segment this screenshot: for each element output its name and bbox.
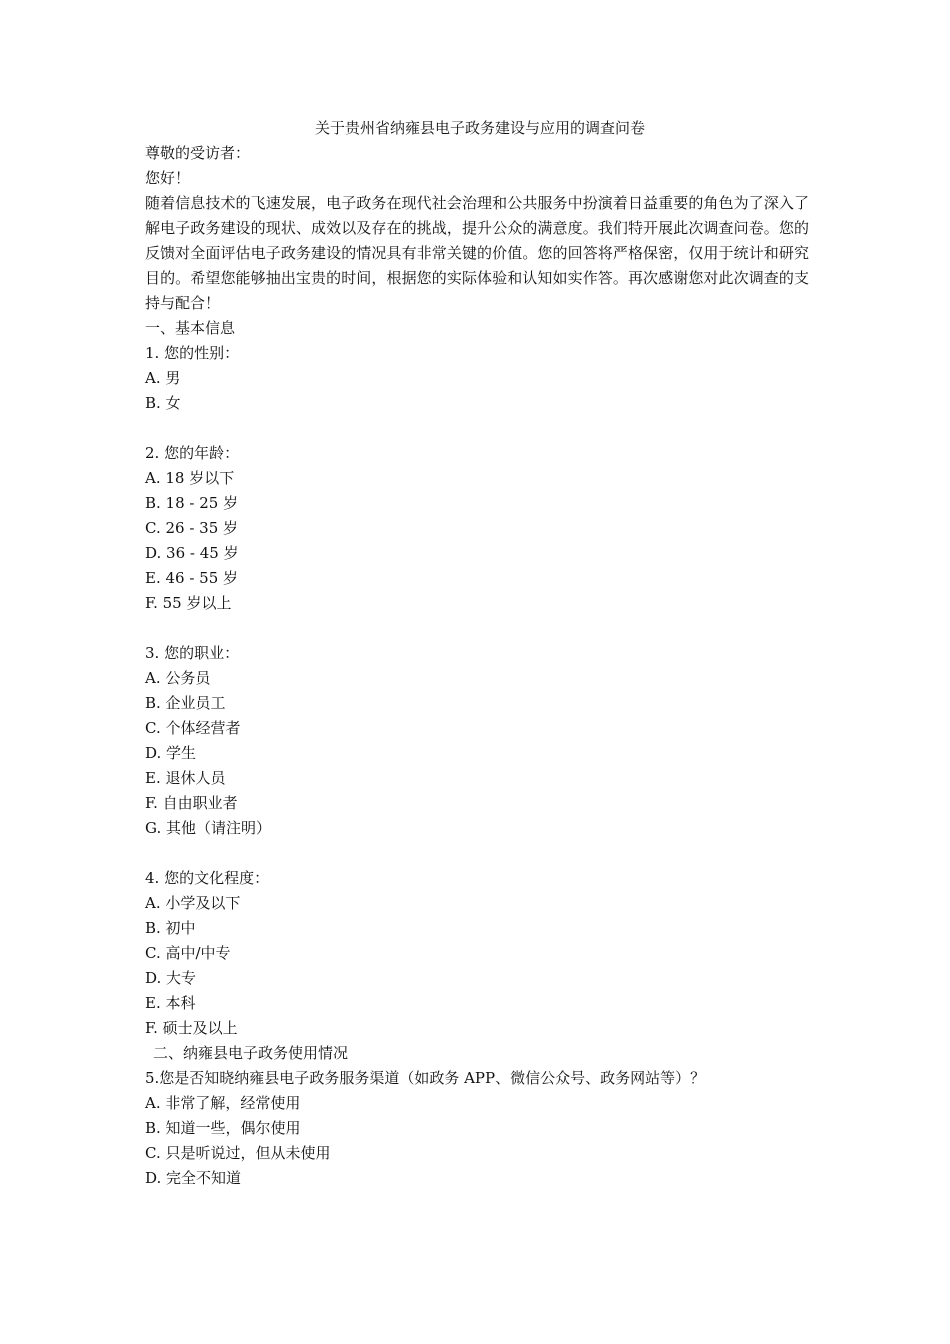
- question-4-option: E. 本科: [145, 994, 196, 1012]
- question-1: 1. 您的性别：: [145, 344, 240, 362]
- question-5-option: A. 非常了解，经常使用: [145, 1094, 301, 1112]
- question-3-option: D. 学生: [145, 744, 197, 762]
- question-4-option: B. 初中: [145, 919, 196, 937]
- question-4-option: D. 大专: [145, 969, 197, 987]
- question-2-option: E. 46 - 55 岁: [145, 569, 239, 587]
- question-4-option: A. 小学及以下: [145, 894, 241, 912]
- section1-heading: 一、基本信息: [145, 319, 236, 337]
- question-1-option: A. 男: [145, 369, 181, 387]
- question-4-option: C. 高中/中专: [145, 944, 231, 962]
- question-5-option: C. 只是听说过，但从未使用: [145, 1144, 331, 1162]
- question-5-option: B. 知道一些，偶尔使用: [145, 1119, 301, 1137]
- question-5-option: D. 完全不知道: [145, 1169, 242, 1187]
- intro-paragraph: 随着信息技术的飞速发展，电子政务在现代社会治理和公共服务中扮演着日益重要的角色为了深入了解电子政务建设的现状、成效以及存在的挑战，提升公众的满意度。我们特开展此次调查问卷。您的反馈对全面评估电子政务建设的情况具有非常关键的价值。您的回答将严格保密，仅用于统计和研究目的。希望您能够抽出宝贵的时间，根据您的实际体验和认知如实作答。再次感谢您对此次调查的支持与配合！: [145, 194, 809, 312]
- question-3-option: E. 退休人员: [145, 769, 226, 787]
- section2-heading: 二、纳雍县电子政务使用情况: [153, 1044, 349, 1062]
- greeting-salutation: 尊敬的受访者：: [145, 144, 251, 162]
- question-2-option: B. 18 - 25 岁: [145, 494, 239, 512]
- greeting-hello: 您好！: [145, 169, 191, 187]
- question-4: 4. 您的文化程度：: [145, 869, 270, 887]
- question-2: 2. 您的年龄：: [145, 444, 240, 462]
- question-5: 5.您是否知晓纳雍县电子政务服务渠道（如政务 APP、微信公众号、政务网站等）？: [145, 1069, 706, 1087]
- question-3-option: B. 企业员工: [145, 694, 226, 712]
- question-3-option: A. 公务员: [145, 669, 211, 687]
- document-page: [145, 116, 809, 1191]
- question-1-option: B. 女: [145, 394, 181, 412]
- question-2-option: D. 36 - 45 岁: [145, 544, 239, 562]
- document-title: 关于贵州省纳雍县电子政务建设与应用的调查问卷: [314, 119, 645, 137]
- question-3-option: G. 其他（请注明）: [145, 819, 271, 837]
- question-2-option: A. 18 岁以下: [145, 469, 235, 487]
- question-2-option: C. 26 - 35 岁: [145, 519, 239, 537]
- blank-line: [145, 841, 809, 866]
- blank-line: [145, 616, 809, 641]
- blank-line: [145, 416, 809, 441]
- question-3-option: F. 自由职业者: [145, 794, 238, 812]
- question-3: 3. 您的职业：: [145, 644, 240, 662]
- question-2-option: F. 55 岁以上: [145, 594, 232, 612]
- question-3-option: C. 个体经营者: [145, 719, 241, 737]
- question-4-option: F. 硕士及以上: [145, 1019, 238, 1037]
